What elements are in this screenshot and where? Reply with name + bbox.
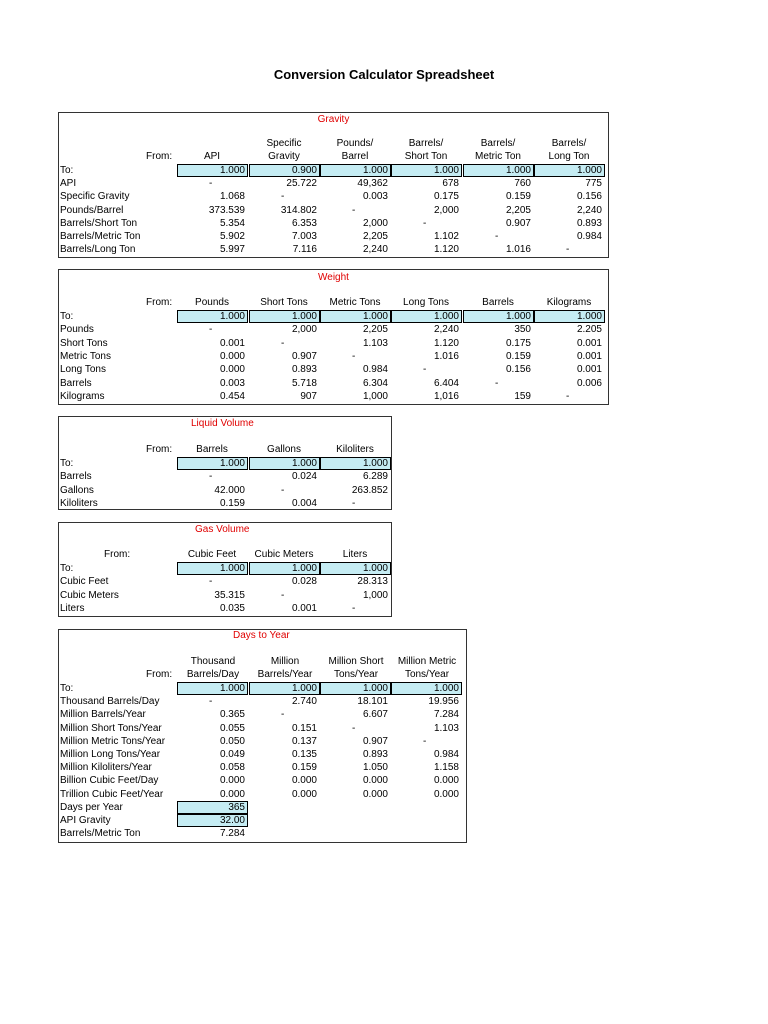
gravity-cell: 1.102 xyxy=(433,231,459,242)
weight-row-label: Metric Tons xyxy=(60,350,111,362)
gas-input-cell[interactable]: 1.000 xyxy=(177,562,248,575)
weight-cell: 5.718 xyxy=(291,377,317,389)
weight-cell: 907 xyxy=(300,390,317,402)
gravity-cell: 0.175 xyxy=(433,191,459,203)
gas-to-label: To: xyxy=(60,563,74,574)
weight-col-header: Long Tons xyxy=(403,297,449,308)
gravity-cell: - xyxy=(281,191,285,203)
days-cell: 0.049 xyxy=(219,749,245,760)
gravity-to-label: To: xyxy=(60,165,74,176)
days-cell: 0.000 xyxy=(362,788,388,800)
gravity-cell: - xyxy=(352,204,356,216)
liquid-from-label: From: xyxy=(146,444,173,455)
weight-row-label: Short Tons xyxy=(60,337,108,349)
gravity-input-cell[interactable]: 1.000 xyxy=(177,164,248,177)
days-col-header: Barrels/Year xyxy=(257,669,313,680)
weight-input-cell[interactable]: 1.000 xyxy=(534,310,605,323)
gravity-cell: 775 xyxy=(585,178,602,190)
gravity-cell: 7.116 xyxy=(292,244,317,256)
weight-cell: - xyxy=(495,377,499,389)
days-cell: 7.284 xyxy=(433,709,459,721)
gravity-cell: 5.997 xyxy=(219,244,245,256)
liquid-input-cell[interactable]: 1.000 xyxy=(320,457,391,470)
weight-input-cell[interactable]: 1.000 xyxy=(463,310,534,323)
gravity-col-header: API xyxy=(203,151,221,162)
weight-cell: 0.001 xyxy=(576,337,602,349)
days-cell: 0.984 xyxy=(433,749,459,760)
gravity-cell: 0.156 xyxy=(576,191,602,203)
gravity-col-header: Barrel xyxy=(341,151,369,162)
gravity-row-label: Barrels/Metric Ton xyxy=(60,231,141,242)
gravity-title: Gravity xyxy=(317,114,350,125)
days-cell: - xyxy=(209,696,213,708)
gas-input-cell[interactable]: 1.000 xyxy=(320,562,391,575)
weight-row-label: Barrels xyxy=(60,377,92,389)
gravity-cell: 6.353 xyxy=(291,217,317,229)
gravity-cell: 2,205 xyxy=(505,204,531,216)
gravity-col-header: Metric Ton xyxy=(475,151,521,162)
weight-cell: 2,000 xyxy=(291,324,317,336)
weight-cell: 2,205 xyxy=(362,324,388,336)
weight-cell: 0.175 xyxy=(505,337,531,349)
days-cell: 0.907 xyxy=(362,735,388,747)
days-input-cell[interactable]: 1.000 xyxy=(177,682,248,695)
weight-cell: 6.304 xyxy=(362,377,388,389)
weight-input-cell[interactable]: 1.000 xyxy=(391,310,462,323)
gas-row-label: Liters xyxy=(60,602,85,614)
gas-cell: - xyxy=(352,602,356,614)
liquid-cell: 42.000 xyxy=(214,484,245,496)
gravity-col-header: Barrels/ xyxy=(551,138,587,149)
gravity-cell: 2,205 xyxy=(362,231,388,242)
days-row-label: Million Kiloliters/Year xyxy=(60,762,152,774)
gas-col-header: Cubic Feet xyxy=(187,549,237,560)
days-row-label: Million Long Tons/Year xyxy=(60,749,161,760)
days-col-header: Thousand xyxy=(190,656,236,667)
gravity-cell: 1.016 xyxy=(505,244,531,256)
weight-from-label: From: xyxy=(146,297,173,308)
gravity-cell: 678 xyxy=(442,178,459,190)
days-extra-input[interactable]: 365 xyxy=(177,801,248,814)
weight-col-header: Pounds xyxy=(195,297,229,308)
gravity-cell: 0.907 xyxy=(505,217,531,229)
days-row-label: Million Metric Tons/Year xyxy=(60,735,166,747)
weight-cell: 0.893 xyxy=(291,364,317,376)
gas-row-label: Cubic Meters xyxy=(60,589,119,601)
weight-col-header: Metric Tons xyxy=(329,297,381,308)
days-cell: 0.365 xyxy=(219,709,245,721)
weight-col-header: Barrels xyxy=(482,297,514,308)
days-row-label: Million Short Tons/Year xyxy=(60,722,162,734)
weight-cell: 6.404 xyxy=(433,377,459,389)
weight-cell: - xyxy=(281,337,285,349)
page-title: Conversion Calculator Spreadsheet xyxy=(273,67,495,82)
days-input-cell[interactable]: 1.000 xyxy=(320,682,391,695)
gravity-cell: 7.003 xyxy=(291,231,317,242)
weight-cell: 0.001 xyxy=(576,350,602,362)
gravity-cell: 5.354 xyxy=(219,217,245,229)
weight-to-label: To: xyxy=(60,311,74,322)
liquid-volume-title: Liquid Volume xyxy=(191,418,254,429)
gravity-cell: 49,362 xyxy=(357,178,388,190)
days-cell: 0.000 xyxy=(291,788,317,800)
gravity-cell: 2,000 xyxy=(362,217,388,229)
gas-cell: - xyxy=(281,589,285,601)
days-extra-input[interactable]: 32.00 xyxy=(177,814,248,827)
weight-cell: 1,016 xyxy=(433,390,459,402)
days-col-header: Million Metric xyxy=(397,656,457,667)
gravity-input-cell[interactable]: 1.000 xyxy=(534,164,605,177)
weight-cell: 1.103 xyxy=(362,337,388,349)
weight-cell: 1.120 xyxy=(433,337,459,349)
days-cell: 0.159 xyxy=(291,762,317,774)
gas-cell: 0.035 xyxy=(219,602,245,614)
weight-cell: 0.156 xyxy=(505,364,531,376)
gravity-cell: 0.893 xyxy=(576,217,602,229)
weight-cell: 0.984 xyxy=(362,364,388,376)
gravity-row-label: Barrels/Long Ton xyxy=(60,244,136,256)
weight-col-header: Kilograms xyxy=(546,297,592,308)
liquid-cell: 0.004 xyxy=(291,497,317,509)
days-extra-label: Barrels/Metric Ton xyxy=(60,828,141,840)
days-col-header: Million Short xyxy=(328,656,384,667)
gravity-from-label: From: xyxy=(146,151,173,162)
days-cell: 0.058 xyxy=(219,762,245,774)
days-cell: 0.000 xyxy=(219,788,245,800)
days-to-label: To: xyxy=(60,683,74,694)
gravity-cell: - xyxy=(209,178,213,190)
liquid-cell: - xyxy=(281,484,285,496)
liquid-to-label: To: xyxy=(60,458,74,469)
gas-cell: 35.315 xyxy=(214,589,245,601)
gravity-cell: - xyxy=(566,244,570,256)
days-input-cell[interactable]: 1.000 xyxy=(249,682,320,695)
weight-cell: - xyxy=(209,324,213,336)
days-row-label: Billion Cubic Feet/Day xyxy=(60,775,159,787)
days-cell: 0.000 xyxy=(362,775,388,787)
days-row-label: Thousand Barrels/Day xyxy=(60,696,160,708)
days-col-header: Tons/Year xyxy=(333,669,379,680)
liquid-input-cell[interactable]: 1.000 xyxy=(177,457,248,470)
weight-title: Weight xyxy=(318,272,349,283)
gravity-input-cell[interactable]: 1.000 xyxy=(320,164,391,177)
days-cell: 0.000 xyxy=(433,788,459,800)
days-cell: 0.050 xyxy=(219,735,245,747)
weight-cell: 350 xyxy=(514,324,531,336)
liquid-row-label: Kiloliters xyxy=(60,497,98,509)
days-col-header: Tons/Year xyxy=(404,669,450,680)
gravity-cell: 2,240 xyxy=(576,204,602,216)
gravity-cell: 25.722 xyxy=(286,178,317,190)
gravity-cell: 1.120 xyxy=(433,244,459,256)
weight-row-label: Kilograms xyxy=(60,390,105,402)
gravity-row-label: Barrels/Short Ton xyxy=(60,217,138,229)
gravity-input-cell[interactable]: 1.000 xyxy=(463,164,534,177)
gravity-cell: 2,000 xyxy=(433,204,459,216)
weight-cell: 0.907 xyxy=(291,350,317,362)
days-row-label: Trillion Cubic Feet/Year xyxy=(60,788,164,800)
gravity-col-header: Long Ton xyxy=(548,151,590,162)
gravity-cell: - xyxy=(495,231,499,242)
days-cell: 18.101 xyxy=(357,696,388,708)
liquid-cell: 6.289 xyxy=(362,471,388,483)
days-cell: 6.607 xyxy=(362,709,388,721)
weight-col-header: Short Tons xyxy=(260,297,308,308)
days-col-header: Barrels/Day xyxy=(186,669,240,680)
days-extra-label: API Gravity xyxy=(60,815,111,826)
weight-cell: 159 xyxy=(514,390,531,402)
gravity-input-cell[interactable]: 0.900 xyxy=(249,164,320,177)
days-extra-value: 7.284 xyxy=(219,828,245,840)
liquid-col-header: Kiloliters xyxy=(336,444,374,455)
gravity-row-label: Pounds/Barrel xyxy=(60,204,124,216)
gravity-cell: 373.539 xyxy=(208,204,245,216)
weight-row-label: Long Tons xyxy=(60,364,106,376)
gas-volume-title: Gas Volume xyxy=(195,524,250,535)
weight-cell: 1,000 xyxy=(362,390,388,402)
liquid-input-cell[interactable]: 1.000 xyxy=(249,457,320,470)
gravity-row-label: Specific Gravity xyxy=(60,191,130,203)
weight-cell: 2.205 xyxy=(576,324,602,336)
liquid-cell: 263.852 xyxy=(351,484,388,496)
gas-cell: 1,000 xyxy=(362,589,388,601)
gravity-col-header: Pounds/ xyxy=(336,138,374,149)
weight-cell: 0.001 xyxy=(576,364,602,376)
weight-input-cell[interactable]: 1.000 xyxy=(249,310,320,323)
gravity-cell: 314.802 xyxy=(280,204,317,216)
days-cell: - xyxy=(352,722,356,734)
gravity-col-header: Specific xyxy=(266,138,302,149)
liquid-row-label: Gallons xyxy=(60,484,94,496)
weight-cell: 0.000 xyxy=(219,364,245,376)
weight-cell: 0.001 xyxy=(219,337,245,349)
gas-col-header: Cubic Meters xyxy=(254,549,314,560)
gas-row-label: Cubic Feet xyxy=(60,576,109,588)
gas-from-label: From: xyxy=(104,549,131,560)
liquid-cell: 0.024 xyxy=(291,471,317,483)
days-cell: 0.893 xyxy=(362,749,388,760)
days-cell: 0.000 xyxy=(433,775,459,787)
weight-cell: 0.159 xyxy=(505,350,531,362)
gravity-cell: 1.068 xyxy=(219,191,245,203)
days-cell: 0.000 xyxy=(219,775,245,787)
days-input-cell[interactable]: 1.000 xyxy=(391,682,462,695)
days-from-label: From: xyxy=(146,669,173,680)
gravity-cell: 0.003 xyxy=(362,191,388,203)
weight-cell: - xyxy=(352,350,356,362)
days-cell: 2.740 xyxy=(291,696,317,708)
gravity-cell: 5.902 xyxy=(219,231,245,242)
gravity-col-header: Barrels/ xyxy=(480,138,516,149)
days-cell: 19.956 xyxy=(428,696,459,708)
gas-cell: 0.028 xyxy=(291,576,317,588)
gravity-cell: 760 xyxy=(514,178,531,190)
days-cell: - xyxy=(423,735,427,747)
days-to-year-title: Days to Year xyxy=(233,630,290,641)
gravity-col-header: Barrels/ xyxy=(408,138,444,149)
weight-cell: 2,240 xyxy=(433,324,459,336)
weight-cell: - xyxy=(566,390,570,402)
days-cell: 0.000 xyxy=(291,775,317,787)
weight-row-label: Pounds xyxy=(60,324,94,336)
liquid-col-header: Barrels xyxy=(196,444,228,455)
weight-input-cell[interactable]: 1.000 xyxy=(320,310,391,323)
gravity-col-header: Short Ton xyxy=(404,151,448,162)
weight-input-cell[interactable]: 1.000 xyxy=(177,310,248,323)
days-cell: 1.103 xyxy=(433,722,459,734)
days-cell: 0.151 xyxy=(291,722,317,734)
days-row-label: Million Barrels/Year xyxy=(60,709,146,721)
weight-cell: 0.000 xyxy=(219,350,245,362)
days-cell: 1.050 xyxy=(362,762,388,774)
weight-cell: 0.454 xyxy=(219,390,245,402)
liquid-cell: 0.159 xyxy=(219,497,245,509)
gravity-row-label: API xyxy=(60,178,77,190)
weight-cell: 1.016 xyxy=(433,350,459,362)
gas-cell: 28.313 xyxy=(357,576,388,588)
days-cell: 0.135 xyxy=(291,749,317,760)
gas-col-header: Liters xyxy=(342,549,368,560)
weight-cell: 0.003 xyxy=(219,377,245,389)
days-col-header: Million xyxy=(270,656,300,667)
gravity-cell: - xyxy=(423,217,427,229)
gravity-input-cell[interactable]: 1.000 xyxy=(391,164,462,177)
liquid-col-header: Gallons xyxy=(267,444,301,455)
gravity-cell: 2,240 xyxy=(362,244,388,256)
gravity-col-header: Gravity xyxy=(268,151,300,162)
days-cell: - xyxy=(281,709,285,721)
days-cell: 0.137 xyxy=(291,735,317,747)
gravity-cell: 0.159 xyxy=(505,191,531,203)
gas-cell: 0.001 xyxy=(291,602,317,614)
gravity-cell: 0.984 xyxy=(576,231,602,242)
weight-cell: - xyxy=(423,364,427,376)
liquid-row-label: Barrels xyxy=(60,471,92,483)
days-cell: 0.055 xyxy=(219,722,245,734)
gas-cell: - xyxy=(209,576,213,588)
days-cell: 1.158 xyxy=(433,762,459,774)
liquid-cell: - xyxy=(352,497,356,509)
gas-input-cell[interactable]: 1.000 xyxy=(249,562,320,575)
liquid-cell: - xyxy=(209,471,213,483)
days-extra-label: Days per Year xyxy=(60,801,123,813)
weight-cell: 0.006 xyxy=(576,377,602,389)
